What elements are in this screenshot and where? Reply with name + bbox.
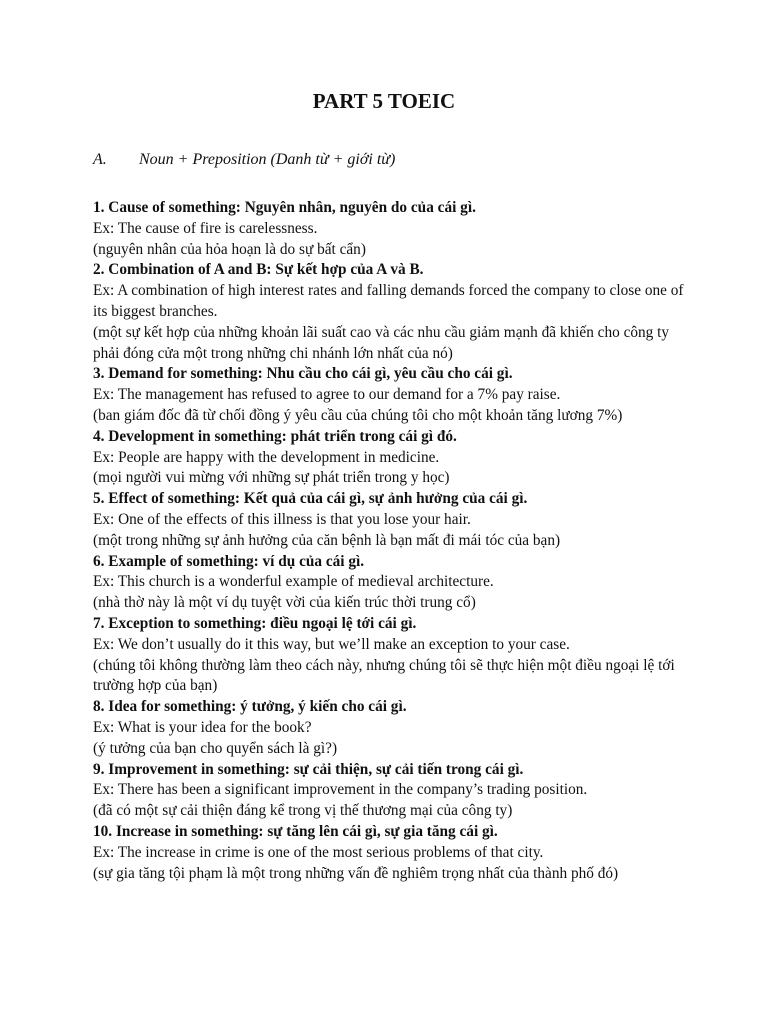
entry-list: [93, 198, 693, 884]
section-heading: [93, 150, 395, 170]
list-item: [93, 614, 693, 697]
list-item: [93, 760, 693, 822]
list-item: [93, 198, 693, 260]
list-item: [93, 822, 693, 884]
entry-translation: (nhà thờ này là một ví dụ tuyệt vời của kiến trúc thời trung cổ): [93, 594, 476, 612]
list-item: [93, 489, 693, 551]
entry-example: Ex: The management has refused to agree to our demand for a 7% pay raise.: [93, 386, 561, 404]
entry-example: Ex: There has been a significant improvement in the company’s trading position.: [93, 781, 588, 799]
entry-heading: 3. Demand for something: Nhu cầu cho cái gì, yêu cầu cho cái gì.: [93, 365, 513, 383]
entry-example: Ex: What is your idea for the book?: [93, 718, 312, 736]
entry-translation: (ý tưởng của bạn cho quyển sách là gì?): [93, 739, 338, 757]
section-heading-text: Noun + Preposition (Danh từ + giới từ): [139, 151, 396, 168]
entry-heading: 5. Effect of something: Kết quả của cái gì, sự ảnh hưởng của cái gì.: [93, 490, 528, 508]
entry-example: Ex: This church is a wonderful example of medieval architecture.: [93, 573, 494, 591]
entry-example: Ex: We don’t usually do it this way, but we’ll make an exception to your case.: [93, 635, 570, 653]
entry-translation: (chúng tôi không thường làm theo cách này, nhưng chúng tôi sẽ thực hiện một điều ngoại lệ tới trường hợp của bạn): [93, 656, 675, 695]
entry-heading: 7. Exception to something: điều ngoại lệ tới cái gì.: [93, 614, 417, 632]
entry-heading: 10. Increase in something: sự tăng lên cái gì, sự gia tăng cái gì.: [93, 822, 498, 840]
list-item: [93, 260, 693, 364]
entry-heading: 9. Improvement in something: sự cải thiện, sự cải tiến trong cái gì.: [93, 760, 524, 778]
entry-example: Ex: The cause of fire is carelessness.: [93, 219, 318, 237]
list-item: [93, 697, 693, 759]
section-letter: A.: [93, 151, 107, 168]
entry-example: Ex: The increase in crime is one of the most serious problems of that city.: [93, 843, 544, 861]
entry-example: Ex: A combination of high interest rates and falling demands forced the company to close one of its biggest branches.: [93, 282, 684, 320]
entry-translation: (một sự kết hợp của những khoản lãi suất cao và các nhu cầu giảm mạnh đã khiến cho công ty phải đóng cửa một trong những chi nhánh lớn nhất của nó): [93, 323, 670, 362]
entry-example: Ex: People are happy with the development in medicine.: [93, 448, 440, 466]
entry-heading: 8. Idea for something: ý tưởng, ý kiến cho cái gì.: [93, 698, 407, 716]
entry-translation: (sự gia tăng tội phạm là một trong những vấn đề nghiêm trọng nhất của thành phố đó): [93, 864, 619, 882]
entry-heading: 1. Cause of something: Nguyên nhân, nguyên do của cái gì.: [93, 199, 476, 216]
page-title: PART 5 TOEIC: [312, 89, 456, 113]
entry-heading: 2. Combination of A and B: Sự kết hợp của A và B.: [93, 261, 424, 279]
entry-translation: (mọi người vui mừng với những sự phát triển trong y học): [93, 469, 450, 487]
entry-heading: 6. Example of something: ví dụ của cái gì.: [93, 552, 365, 570]
list-item: [93, 552, 693, 614]
entry-example: Ex: One of the effects of this illness is that you lose your hair.: [93, 510, 471, 528]
entry-translation: (một trong những sự ảnh hưởng của căn bệnh là bạn mất đi mái tóc của bạn): [93, 531, 561, 549]
entry-translation: (nguyên nhân của hỏa hoạn là do sự bất cẩn): [93, 240, 366, 258]
list-item: [93, 427, 693, 489]
entry-heading: 4. Development in something: phát triển trong cái gì đó.: [93, 427, 457, 445]
entry-translation: (ban giám đốc đã từ chối đồng ý yêu cầu của chúng tôi cho một khoản tăng lương 7%): [93, 406, 623, 424]
list-item: [93, 364, 693, 426]
entry-translation: (đã có một sự cải thiện đáng kể trong vị thế thương mại của công ty): [93, 802, 513, 820]
